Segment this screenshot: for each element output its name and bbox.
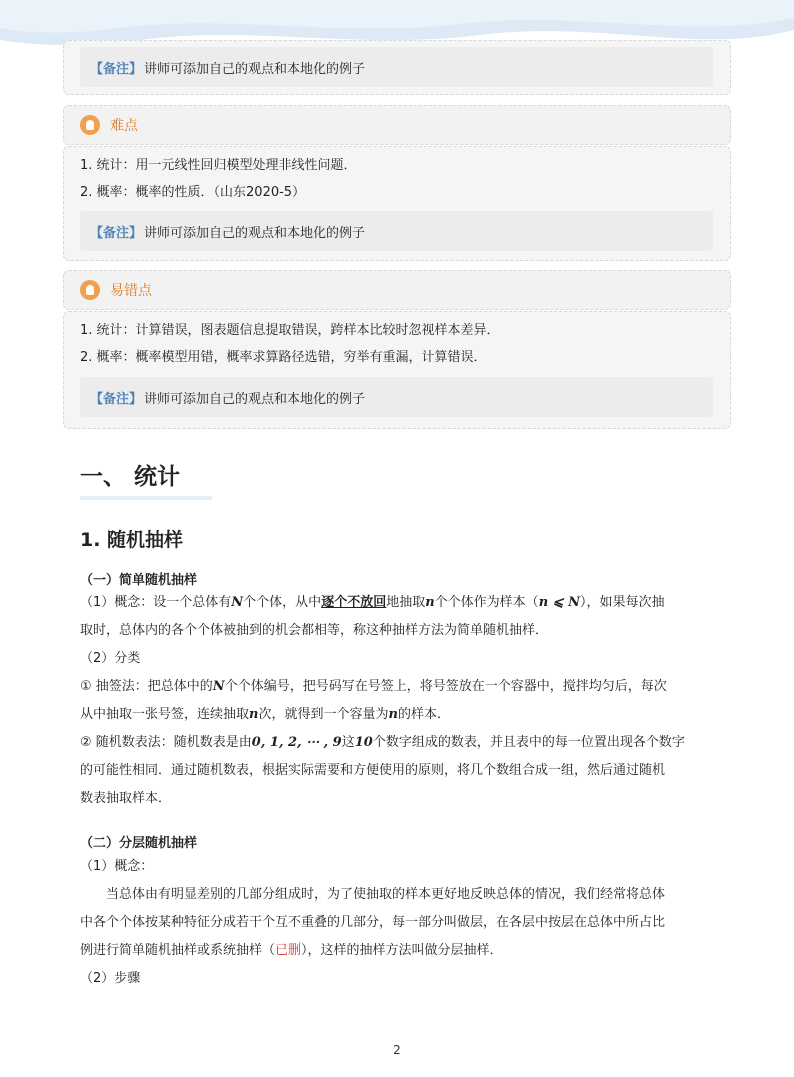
section-underline bbox=[80, 496, 212, 500]
note-text: 讲师可添加自己的观点和本地化的例子 bbox=[144, 225, 366, 241]
note-tag: 【备注】 bbox=[90, 225, 143, 241]
note-box bbox=[80, 377, 713, 417]
difficulty-title: 难点 bbox=[110, 118, 138, 134]
note-text: 讲师可添加自己的观点和本地化的例子 bbox=[144, 61, 366, 77]
stratified-paragraph: （1）概念： 当总体由有明显差别的几部分组成时，为了使抽取的样本更好地反映总体的情况，我们经常将总体 中各个个体按某种特征分成若干个互不重叠的几部分，每一部分叫做层，在各层中按层在总体中所占比 例进行简单随机抽样或系统抽样（已删），这样的抽样方法叫做分层抽样． （2）步骤 bbox=[80, 859, 666, 986]
simple-sampling-heading: （一）简单随机抽样 bbox=[80, 573, 198, 588]
note-tag: 【备注】 bbox=[90, 61, 143, 77]
difficulty-item: 2. 概率：概率的性质．（山东2020-5） bbox=[80, 185, 306, 200]
note-box bbox=[80, 211, 713, 251]
lightbulb-icon bbox=[80, 280, 100, 300]
page-number: 2 bbox=[393, 1043, 401, 1057]
mistakes-item: 2. 概率：概率模型用错，概率求算路径选错，穷举有重漏，计算错误． bbox=[80, 350, 487, 365]
difficulty-item: 1. 统计：用一元线性回归模型处理非线性问题． bbox=[80, 158, 357, 173]
stratified-sampling-heading: （二）分层随机抽样 bbox=[80, 836, 198, 851]
mistakes-item: 1. 统计：计算错误，图表题信息提取错误，跨样本比较时忽视样本差异． bbox=[80, 323, 500, 338]
subsection-title: 1. 随机抽样 bbox=[80, 529, 184, 551]
mistakes-header bbox=[63, 270, 731, 310]
note-box bbox=[80, 47, 713, 87]
difficulty-header bbox=[63, 105, 731, 145]
mistakes-title: 易错点 bbox=[110, 283, 152, 299]
note-tag: 【备注】 bbox=[90, 391, 143, 407]
simple-concept-paragraph: （1）概念：设一个总体有N个个体，从中逐个不放回地抽取n个个体作为样本（n ⩽ N），如果每次抽 取时，总体内的各个个体被抽到的机会都相等，称这种抽样方法为简单随机抽样． （2）分类 ① 抽签法：把总体中的N个个体编号，把号码写在号签上，将号签放在一个容器中，搅拌均匀后，每次 从中抽取一张号签，连续抽取n次，就得到一个容量为n的样本． ② 随机数表法：随机数表是由0, 1, 2, ⋯ , 9这10个数字组成的数表，并且表中的每一位置出现各个数字 的可能性相同．通过随机数表，根据实际需要和方便使用的原则，将几个数组合成一组，然后通过随机 数表抽取样本． bbox=[80, 595, 685, 806]
deleted-mark: 已删 bbox=[275, 943, 302, 958]
section-title: 一、 统计 bbox=[80, 464, 181, 490]
note-text: 讲师可添加自己的观点和本地化的例子 bbox=[144, 391, 366, 407]
lightbulb-icon bbox=[80, 115, 100, 135]
